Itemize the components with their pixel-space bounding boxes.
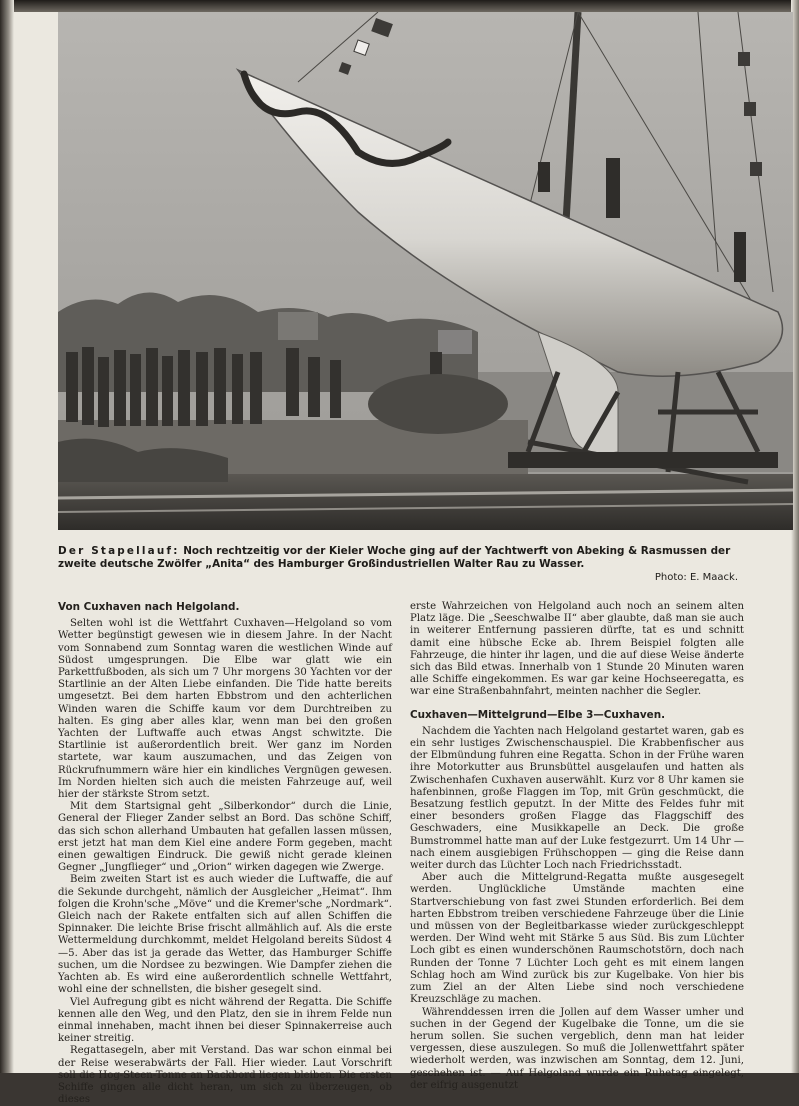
section-heading: Von Cuxhaven nach Helgoland. (58, 601, 240, 613)
page-binding-edge (0, 0, 14, 1073)
right-column (410, 601, 744, 1092)
paragraph: Mit dem Startsignal geht „Silberkondor“ durch die Linie, General der Flieger Zander selbst an Bord. Das schöne Schiff, das sich schon allerhand Umbauten hat gefallen lassen müssen, erst jetzt hat man dem Kiel eine andere Form gegeben, macht einen gewaltigen Eindruck. Die gewiß nicht gerade kleinen Gegner „Jungflieger“ und „Orion“ wirken dagegen wie Zwerge. (58, 801, 392, 874)
caption-text: Noch rechtzeitig vor der Kieler Woche ging auf der Yachtwerft von Abeking & Rasmussen der zweite deutsche Zwölfer „Anita“ des Hamburger Großindustriellen Walter Rau zu Wasser. (58, 545, 731, 570)
crew-member (734, 232, 746, 282)
signal-flag (744, 102, 756, 116)
paragraph: Aber auch die Mittelgrund-Regatta mußte ausgesegelt werden. Unglückliche Umstände machten eine Startverschiebung von fast zwei Stunden erforderlich. Bei dem harten Ebbstrom treiben verschiedene Fahrzeuge über die Linie und müssen von der Begleitbarkasse wieder zurückgeschleppt werden. Der Wind weht mit Stärke 5 aus Süd. Bis zum Lüchter Loch gibt es einen wunderschönen Raumschotstörn, doch nach Runden der Tonne 7 Lüchter Loch geht es mit einem langen Schlag hoch am Wind zurück bis zur Kugelbake. Von hier bis zum Ziel an der Alten Liebe sind noch verschiedene Kreuzschläge zu machen. (410, 872, 744, 1006)
launch-photo (58, 12, 793, 530)
flower-decoration (368, 374, 508, 434)
paragraph: Regattasegeln, aber mit Verstand. Das war schon einmal bei der Reise weserabwärts der Fall. Hier wieder. Laut Vorschrift soll die Hog-Steen-Tonne an Backbord liegen bleiben. Die ersten Schiffe gingen alle dicht heran, um sich zu überzeugen, ob dieses (58, 1045, 392, 1106)
signal-flag (750, 162, 762, 176)
slipway-ground (58, 474, 793, 530)
paragraph: Währenddessen irren die Jollen auf dem Wasser umher und suchen in der Gegend der Kugelbake die Tonne, um die sie herum sollen. Sie suchen vergeblich, denn man hat leider vergessen, diese auszulegen. So muß die Jollenwettfahrt später wiederholt werden, was inzwischen am Sonntag, dem 12. Juni, geschehen ist. — Auf Helgoland wurde ein Ruhetag eingelegt, der eifrig ausgenutzt (410, 1006, 744, 1091)
section-heading: Cuxhaven—Mittelgrund—Elbe 3—Cuxhaven. (410, 708, 666, 721)
house (438, 330, 472, 354)
paragraph: Viel Aufregung gibt es nicht während der Regatta. Die Schiffe kennen alle den Weg, und den Platz, den sie in ihrem Felde nun einmal innehaben, macht ihnen bei dieser Spinnakerreise auch keiner streitig. (58, 996, 392, 1045)
crew-member (606, 158, 620, 218)
photo-credit: Photo: E. Maack. (654, 572, 738, 583)
paragraph: Nachdem die Yachten nach Helgoland gestartet waren, gab es ein sehr lustiges Zwischenschauspiel. Die Krabbenfischer aus der Elbmündung fuhren eine Regatta. Schon in der Frühe waren ihre Motorkutter aus Brunsbüttel ausgelaufen und hatten als Zwischenhafen Cuxhaven auserwählt. Kurz vor 8 Uhr kamen sie hafenbinnen, große Flaggen im Top, mit Grün geschmückt, die Besatzung festlich geputzt. In der Mitte des Feldes fuhr mit einer besonders großen Flagge das Flaggschiff des Geschwaders, eine Musikkapelle an Deck. Die große Bumstrommel hatte man auf der Luke festgezurrt. Um 14 Uhr — nach einem ausgiebigen Frühschoppen — ging die Reise dann weiter durch das Lüchter Loch nach Friedrichsstadt. (410, 725, 744, 872)
photo-caption (58, 545, 738, 584)
page-top-shadow (0, 0, 799, 12)
caption-lead: Der Stapellauf: (58, 545, 180, 557)
crew-member (538, 162, 550, 192)
left-column (58, 601, 392, 1106)
paragraph: Beim zweiten Start ist es auch wieder die Luftwaffe, die auf die Sekunde durchgeht, nämlich der Ausgleicher „Heimat“. Ihm folgen die Krohn'sche „Möve“ und die Kremer'sche „Nordmark“. Gleich nach der Rakete entfalten sich auf allen Schiffen die Spinnaker. Die leichte Brise frischt allmählich auf. Als die erste Wettermeldung durchkommt, meldet Helgoland bereits Südost 4—5. Aber das ist ja gerade das Wetter, das Hamburger Schiffe suchen, um die Nordsee zu bezwingen. Wie Dampfer ziehen die Yachten ab. Es wird eine außerordentlich schnelle Wettfahrt, wohl eine der schnellsten, die bisher gesegelt sind. (58, 874, 392, 996)
house (278, 312, 318, 340)
cradle-base (508, 452, 778, 468)
paragraph: Selten wohl ist die Wettfahrt Cuxhaven—Helgoland so vom Wetter begünstigt gewesen wie in diesem Jahre. In der Nacht vom Sonnabend zum Sonntag waren die westlichen Winde auf Südost umgesprungen. Die Elbe war glatt wie ein Parkettfußboden, als sich um 7 Uhr morgens 30 Yachten vor der Startlinie an der Alten Liebe einfanden. Die Tide hatte bereits umgesetzt. Bei dem harten Ebbstrom und den achterlichen Winden waren die Schiffe kaum vor dem Durchtreiben zu halten. Es ging aber alles klar, wenn man bei den großen Yachten der Luftwaffe auch etwas Angst schwitzte. Die Startlinie ist außerordentlich breit. Wer ganz im Norden startete, war kaum auszumachen, und das Zeigen von Rückrufnummern wäre hier ein kindliches Vergnügen gewesen. Im Norden hielten sich auch die meisten Fahrzeuge auf, weil hier der stärkste Strom setzt. (58, 618, 392, 801)
paragraph: erste Wahrzeichen von Helgoland auch noch an seinem alten Platz läge. Die „Seeschwalbe II“ aber glaubte, daß man sie auch in weiterer Entfernung passieren dürfte, tat es und schnitt damit eine hübsche Ecke ab. Ihrem Beispiel folgten alle Fahrzeuge, die hinter ihr lagen, und die auf diese Weise änderte sich das Bild etwas. Innerhalb von 1 Stunde 20 Minuten waren alle Schiffe eingekommen. Es war gar keine Hochseeregatta, es war eine Straßenbahnfahrt, meinten nachher die Segler. (410, 601, 744, 698)
signal-flag (738, 52, 750, 66)
